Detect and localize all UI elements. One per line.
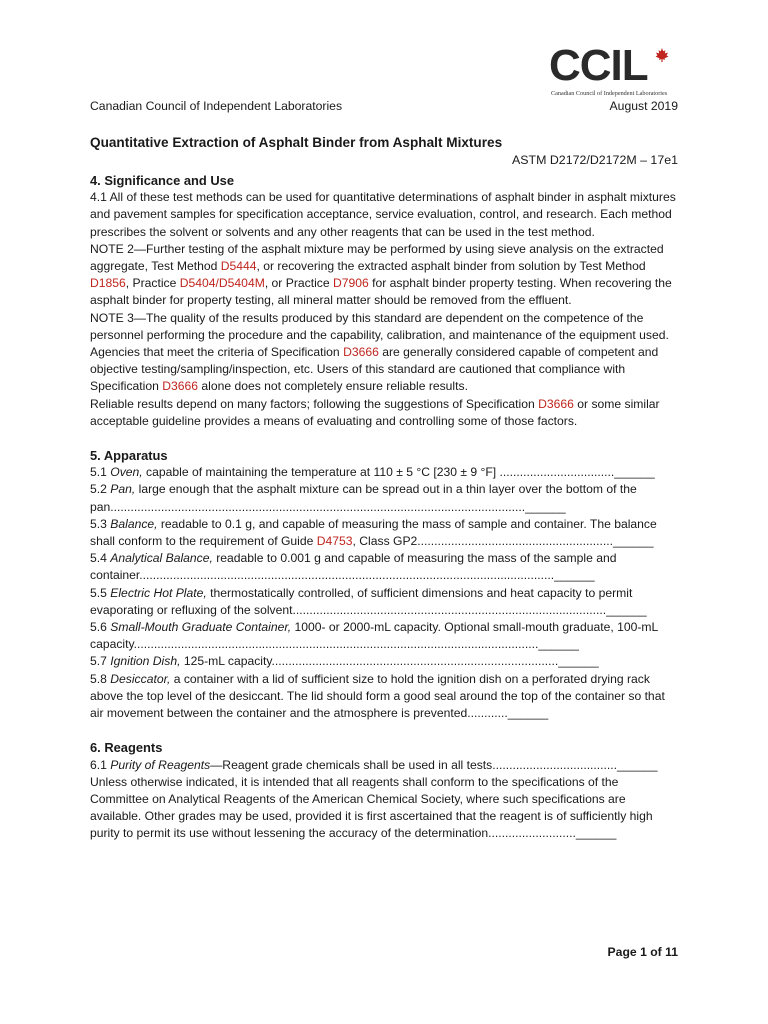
document-title: Quantitative Extraction of Asphalt Binder from Asphalt Mixtures (90, 135, 503, 150)
link-d4753[interactable]: D4753 (316, 534, 353, 549)
list-item: 5.1 Oven, capable of maintaining the temperature at 110 ± 5 °C [230 ± 9 °F] ..................................______ (90, 465, 655, 480)
page-number: Page 1 of 11 (607, 945, 678, 959)
list-item: 5.6 Small-Mouth Graduate Container, 1000- or 2000-mL capacity. Optional small-mouth graduate, 100-mL capacity........................................................................................................................______ (90, 620, 658, 652)
note-3: NOTE 3—The quality of the results produced by this standard are dependent on the competence of the personnel performing the procedure and the capability, calibration, and maintenance of the equipment used. Agencies that meet the criteria of Specification D3666 are generally considered capable of competent and objective testing/sampling/inspection, etc. Users of this standard are cautioned that compliance with Specification D3666 alone does not completely ensure reliable results. (90, 310, 669, 394)
list-item: 5.3 Balance, readable to 0.1 g, and capable of measuring the mass of sample and container. The balance shall conform to the requirement of Guide D4753, Class GP2..........................................................______ (90, 516, 657, 549)
paragraph: Reliable results depend on many factors; following the suggestions of Specification D3666 or some similar acceptable guideline provides a means of evaluating and controlling some of those factors. (90, 396, 660, 428)
link-d3666[interactable]: D3666 (162, 379, 198, 394)
logo-subtitle: Canadian Council of Independent Laboratories (551, 90, 668, 97)
list-item: 5.8 Desiccator, a container with a lid of sufficient size to hold the ignition dish on a perforated drying rack above the top level of the desiccant. The lid should form a good seal around the top of the container so that air movement between the container and the atmosphere is prevented............______ (90, 671, 665, 721)
ccil-logo (549, 41, 677, 100)
link-d3666[interactable]: D3666 (538, 396, 574, 411)
document-body (90, 172, 678, 843)
header-org: Canadian Council of Independent Laboratories (90, 99, 343, 113)
section-heading: 5. Apparatus (90, 448, 168, 464)
standard-number: ASTM D2172/D2172M – 17e1 (512, 153, 678, 167)
list-item: 5.2 Pan, large enough that the asphalt mixture can be spread out in a thin layer over the bottom of the pan...........................................................................................................................______ (90, 482, 637, 514)
header-date: August 2019 (609, 99, 678, 113)
list-item: 5.7 Ignition Dish, 125-mL capacity.....................................................................................______ (90, 654, 599, 669)
paragraph: Unless otherwise indicated, it is intended that all reagents shall conform to the specifications of the Committee on Analytical Reagents of the American Chemical Society, where such specifications are available. Other grades may be used, provided it is first ascertained that the reagent is of sufficiently high purity to permit its use without lessening the accuracy of the determination..........................______ (90, 774, 653, 841)
link-d3666[interactable]: D3666 (343, 345, 379, 360)
link-d7906[interactable]: D7906 (332, 276, 369, 291)
maple-leaf-icon (655, 48, 669, 62)
link-d5444[interactable]: D5444 (220, 259, 257, 274)
logo-wordmark: CCIL (549, 41, 648, 90)
list-item: 5.5 Electric Hot Plate, thermostatically controlled, of sufficient dimensions and heat capacity to permit evaporating or refluxing of the solvent.............................................................................................______ (90, 585, 647, 617)
list-item: 5.4 Analytical Balance, readable to 0.001 g and capable of measuring the mass of the sample and container...........................................................................................................................______ (90, 551, 617, 583)
section-heading: 6. Reagents (90, 740, 163, 756)
link-d1856[interactable]: D1856 (90, 276, 126, 291)
link-d5404[interactable]: D5404/D5404M (179, 276, 265, 291)
list-item: 6.1 Purity of Reagents—Reagent grade chemicals shall be used in all tests.....................................______ (90, 757, 658, 772)
paragraph: 4.1 All of these test methods can be used for quantitative determinations of asphalt binder in asphalt mixtures and pavement samples for specification acceptance, service evaluation, control, and research. Each method prescribes the solvent or solvents and any other reagents that can be used in the test method. (90, 190, 676, 239)
section-heading: 4. Significance and Use (90, 173, 234, 188)
note-2: NOTE 2—Further testing of the asphalt mixture may be performed by using sieve analysis on the extracted aggregate, Test Method D5444, or recovering the extracted asphalt binder from solution by Test Method D1856, Practice D5404/D5404M, or Practice D7906 for asphalt binder property testing. When recovering the asphalt binder for property testing, all mineral matter should be removed from the effluent. (90, 241, 672, 308)
